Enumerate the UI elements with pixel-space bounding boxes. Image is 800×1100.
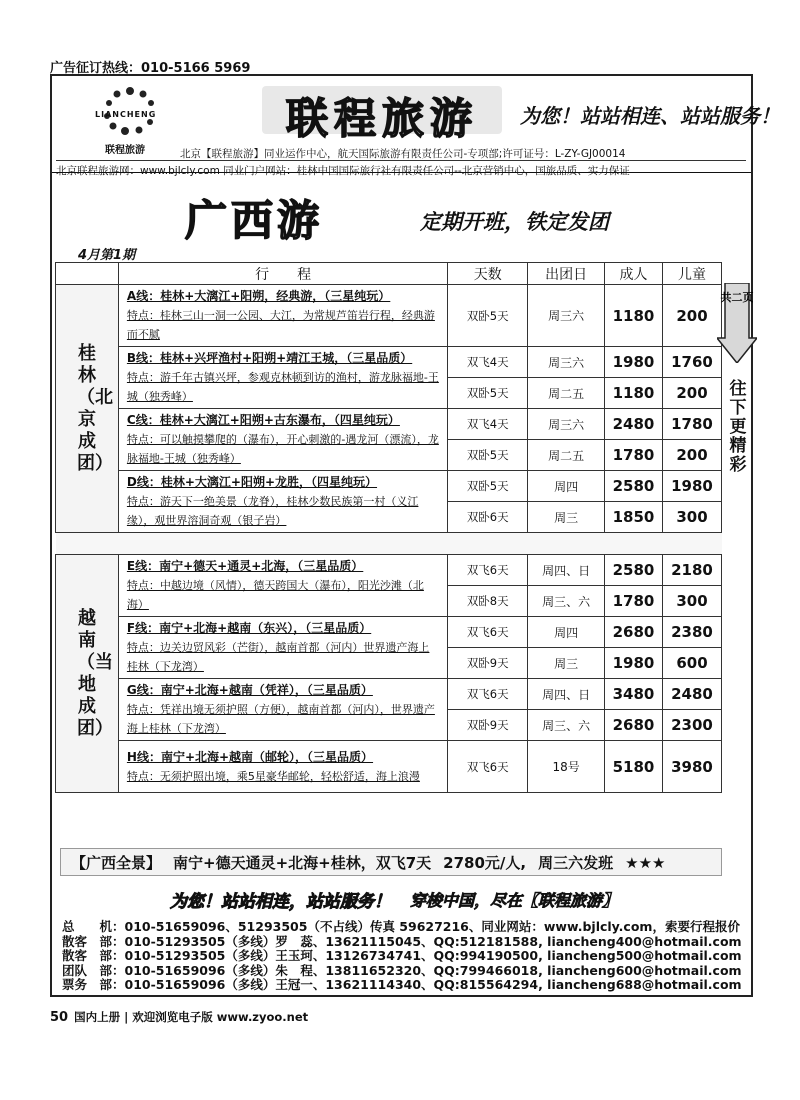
- header-region-cell: [56, 263, 119, 285]
- bottom-slogan-2: 穿梭中国，尽在【联程旅游】: [410, 891, 619, 910]
- gap-cell: [56, 533, 722, 555]
- page-count-text: 共二页: [720, 291, 754, 304]
- route-feature: 特点：游天下一绝美景（龙脊），桂林少数民族第一村（义江缘），观世界溶洞奇观（银子岩）: [126, 495, 419, 527]
- header-route: 行 程: [118, 263, 447, 285]
- contact-line-main: 总 机：010-51659096、51293505（不占线）传真 59627216、同业网站：www.bjlcly.com，索要行程报价: [62, 919, 740, 934]
- child-price-cell: 3980: [662, 741, 721, 793]
- contact-line: 散客 部：010-51293505（多线）王玉珂、13126734741、QQ:994190500, liancheng500@hotmail.com: [62, 948, 742, 963]
- child-price-cell: 2180: [662, 555, 721, 586]
- departure-cell: 周三六: [528, 347, 605, 378]
- header-days: 天数: [448, 263, 528, 285]
- child-price-cell: 2380: [662, 617, 721, 648]
- days-cell: 双卧5天: [448, 440, 528, 471]
- child-price-cell: 600: [662, 648, 721, 679]
- route-cell: [118, 617, 447, 679]
- days-cell: 双飞4天: [448, 409, 528, 440]
- region-label: 桂林（北京成团）: [56, 285, 119, 533]
- header-child: 儿童: [662, 263, 721, 285]
- full-tour-route: 南宁+德天通灵+北海+桂林，双飞7天: [173, 854, 432, 872]
- logo-english-text: LIANCHENG: [95, 110, 157, 119]
- adult-price-cell: 5180: [605, 741, 663, 793]
- route-title: F线：南宁+北海+越南（东兴），（三星品质）: [126, 621, 372, 635]
- departure-cell: 周三: [528, 502, 605, 533]
- route-title: D线：桂林+大漓江+阳朔+龙胜，（四星纯玩）: [126, 475, 378, 489]
- region-tagline: 定期开班，铁定发团: [420, 210, 609, 234]
- route-title: C线：桂林+大漓江+阳朔+古东瀑布，（四星纯玩）: [126, 413, 400, 427]
- full-tour-stars: ★★★: [625, 854, 666, 872]
- departure-cell: 周四: [528, 471, 605, 502]
- route-feature: 特点：游千年古镇兴坪，参观克林顿到访的渔村，游龙脉福地-王城（独秀峰）: [126, 371, 439, 403]
- departure-cell: 周三、六: [528, 710, 605, 741]
- days-cell: 双飞4天: [448, 347, 528, 378]
- adult-price-cell: 1180: [605, 285, 663, 347]
- child-price-cell: 1760: [662, 347, 721, 378]
- child-price-cell: 1780: [662, 409, 721, 440]
- days-cell: 双卧9天: [448, 710, 528, 741]
- route-title: H线：南宁+北海+越南（邮轮），（三星品质）: [126, 749, 374, 764]
- route-cell: [118, 679, 447, 741]
- days-cell: 双卧8天: [448, 586, 528, 617]
- departure-cell: 周四、日: [528, 555, 605, 586]
- contact-line: 散客 部：010-51293505（多线）罗 蕊、13621115045、QQ:512181588, liancheng400@hotmail.com: [62, 933, 742, 949]
- page-footer: [50, 1009, 308, 1025]
- table-row: [56, 555, 722, 586]
- days-cell: 双飞6天: [448, 679, 528, 710]
- child-price-cell: 200: [662, 440, 721, 471]
- company-info-line: 北京【联程旅游】同业运作中心，航天国际旅游有限责任公司-专项部;许可证号：L-ZY-GJ00014: [180, 148, 626, 160]
- adult-price-cell: 2580: [605, 471, 663, 502]
- route-cell: [118, 555, 447, 617]
- route-feature: 特点：中越边境（风情），德天跨国大（瀑布），阳光沙滩（北海）: [126, 579, 424, 611]
- section-gap: [56, 533, 722, 555]
- tour-price-table: [55, 262, 722, 793]
- adult-price-cell: 1850: [605, 502, 663, 533]
- contact-line: 团队 部：010-51659096（多线）朱 程、13811652320、QQ:799466018, liancheng600@hotmail.com: [62, 962, 742, 978]
- days-cell: 双飞6天: [448, 617, 528, 648]
- arrow-down-icon: [717, 283, 757, 363]
- region-title: 广西游: [185, 196, 324, 245]
- departure-cell: 周二五: [528, 378, 605, 409]
- route-cell: [118, 741, 447, 793]
- page-number: 50: [50, 1010, 69, 1025]
- route-cell: [118, 471, 447, 533]
- table-row: [56, 617, 722, 648]
- full-tour-price: 2780元/人,: [443, 854, 527, 872]
- departure-cell: 周三六: [528, 409, 605, 440]
- route-feature: 特点：凭祥出境无须护照（方便），越南首都（河内），世界遗产海上桂林（下龙湾）: [126, 703, 435, 735]
- route-cell: [118, 347, 447, 409]
- child-price-cell: 200: [662, 378, 721, 409]
- adult-price-cell: 1180: [605, 378, 663, 409]
- days-cell: 双卧5天: [448, 471, 528, 502]
- route-title: E线：南宁+德天+通灵+北海，（三星品质）: [126, 559, 364, 573]
- days-cell: 双飞6天: [448, 741, 528, 793]
- brand-title: 联程旅游: [262, 86, 502, 134]
- departure-cell: 周三六: [528, 285, 605, 347]
- table-row: [56, 679, 722, 710]
- adult-price-cell: 1780: [605, 440, 663, 471]
- route-title: A线：桂林+大漓江+阳朔，经典游，（三星纯玩）: [126, 289, 391, 303]
- child-price-cell: 300: [662, 502, 721, 533]
- child-price-cell: 2300: [662, 710, 721, 741]
- adult-price-cell: 2680: [605, 710, 663, 741]
- full-tour-departure: 周三六发班: [538, 854, 614, 872]
- days-cell: 双卧5天: [448, 285, 528, 347]
- company-website-line: 北京联程旅游网：www.bjlcly.com 同业门户网站：桂林中国国际旅行社有限责任公司--北京营销中心，国旅品质、实力保证: [56, 160, 746, 178]
- adult-price-cell: 2580: [605, 555, 663, 586]
- route-title: B线：桂林+兴坪渔村+阳朔+靖江王城，（三星品质）: [126, 351, 413, 365]
- adult-price-cell: 3480: [605, 679, 663, 710]
- table-row: [56, 741, 722, 793]
- days-cell: 双卧6天: [448, 502, 528, 533]
- route-cell: [118, 409, 447, 471]
- child-price-cell: 200: [662, 285, 721, 347]
- adult-price-cell: 2480: [605, 409, 663, 440]
- days-cell: 双卧9天: [448, 648, 528, 679]
- route-cell: [118, 285, 447, 347]
- route-feature: 特点：无须护照出境，乘5星豪华邮轮，轻松舒适，海上浪漫: [126, 769, 420, 783]
- contact-list: [62, 920, 742, 993]
- child-price-cell: 2480: [662, 679, 721, 710]
- adult-price-cell: 1780: [605, 586, 663, 617]
- contact-line: 票务 部：010-51659096（多线）王冠一、13621114340、QQ:815564294, liancheng688@hotmail.com: [62, 977, 742, 992]
- adult-price-cell: 1980: [605, 347, 663, 378]
- more-note: 往下更精彩: [729, 379, 747, 475]
- departure-cell: 周四: [528, 617, 605, 648]
- table-row: [56, 285, 722, 347]
- departure-cell: 周二五: [528, 440, 605, 471]
- route-feature: 特点：桂林三山一洞一公园、大江，为常规芦笛岩行程，经典游而不腻: [126, 309, 435, 341]
- adult-price-cell: 1980: [605, 648, 663, 679]
- header-departure: 出团日: [528, 263, 605, 285]
- issue-label: 4月第1期: [78, 248, 136, 263]
- footer-text: 国内上册 | 欢迎浏览电子版 www.zyoo.net: [74, 1010, 309, 1024]
- table-header-row: [56, 263, 722, 285]
- child-price-cell: 1980: [662, 471, 721, 502]
- departure-cell: 周三: [528, 648, 605, 679]
- table-row: [56, 409, 722, 440]
- ad-hotline: 广告征订热线：010-5166 5969: [50, 61, 251, 76]
- table-row: [56, 471, 722, 502]
- full-tour-label: 【广西全景】: [71, 854, 162, 872]
- route-title: G线：南宁+北海+越南（凭祥），（三星品质）: [126, 683, 373, 697]
- header-divider: [52, 172, 751, 173]
- route-feature: 特点：可以触摸攀爬的（瀑布），开心刺激的-遇龙河（漂流），龙脉福地-王城（独秀峰）: [126, 433, 439, 465]
- bottom-slogan: 为您！站站相连，站站服务！: [170, 892, 391, 912]
- days-cell: 双飞6天: [448, 555, 528, 586]
- departure-cell: 周四、日: [528, 679, 605, 710]
- region-label: 越南（当地成团）: [56, 555, 119, 793]
- logo-chinese-text: 联程旅游: [105, 145, 145, 156]
- table-row: [56, 347, 722, 378]
- days-cell: 双卧5天: [448, 378, 528, 409]
- brand-slogan: 为您！站站相连、站站服务！: [520, 104, 780, 128]
- header-adult: 成人: [605, 263, 663, 285]
- route-feature: 特点：边关边贸风彩（芒街），越南首都（河内）世界遗产海上桂林（下龙湾）: [126, 641, 430, 673]
- departure-cell: 18号: [528, 741, 605, 793]
- child-price-cell: 300: [662, 586, 721, 617]
- adult-price-cell: 2680: [605, 617, 663, 648]
- full-tour-banner: [60, 848, 722, 876]
- departure-cell: 周三、六: [528, 586, 605, 617]
